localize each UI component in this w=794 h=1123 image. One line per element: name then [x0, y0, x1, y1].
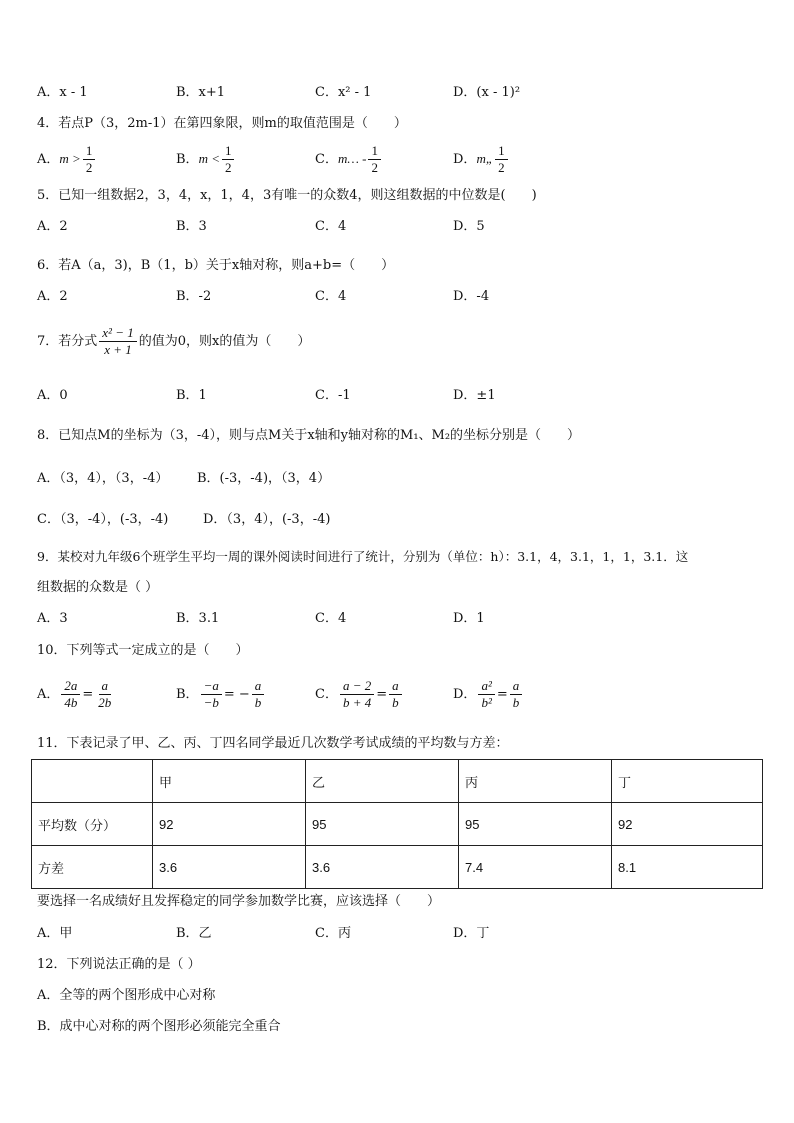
table-row [32, 846, 763, 889]
q12-option-b: B．成中心对称的两个图形必须能完全重合 [37, 1019, 281, 1034]
q9-stem-line1: 9．某校对九年级6个班学生平均一周的课外阅读时间进行了统计，分别为（单位：h）：3.1，4，3.1，1，1，3.1．这 [37, 549, 689, 564]
table-cell: 方差 [32, 846, 153, 889]
fraction: $\frac{\text{a²}}{\text{b²}}$ [478, 678, 494, 711]
q4-stem: 4．若点P（3，2m-1）在第四象限，则m的取值范围是（ ） [37, 116, 407, 131]
q7-option-d: D．±1 [453, 388, 496, 403]
table-cell: 92 [153, 803, 306, 846]
q4-option-b: B．m < $\frac{1}{2}$ [176, 143, 236, 176]
q6-option-d: D．-4 [453, 289, 490, 304]
table-cell: 95 [459, 803, 612, 846]
q9-option-b: B．3.1 [176, 611, 220, 626]
fraction: $\frac{-a}{-b}$ [201, 678, 222, 711]
fraction: $\frac{a}{b}$ [389, 678, 402, 711]
q7-option-c: C．-1 [315, 388, 351, 403]
q6-option-c: C．4 [315, 289, 347, 304]
q8-stem: 8．已知点M的坐标为（3，-4），则与点M关于x轴和y轴对称的M₁、M₂的坐标分别是（ ） [37, 428, 581, 443]
q10-stem: 10．下列等式一定成立的是（ ） [37, 643, 249, 658]
q8-option-c: C．（3，-4），(-3，-4) [37, 512, 169, 527]
q10-option-d: D． $\frac{\text{a²}}{\text{b²}}$ = $\frac{a}{b}$ [453, 678, 524, 711]
q5-option-c: C．4 [315, 219, 347, 234]
q11-option-d: D．丁 [453, 926, 490, 941]
fraction: $\frac{a - 2}{b + 4}$ [340, 678, 374, 711]
fraction: $\frac{a}{b}$ [510, 678, 523, 711]
table-row [32, 803, 763, 846]
q9-stem-line2: 组数据的众数是（ ） [37, 580, 159, 595]
q6-option-b: B．-2 [176, 289, 212, 304]
q7-stem: 7．若分式 $\frac{\text{x² − 1}}{x + 1}$ 的值为0，则x的值为（ ） [37, 325, 311, 357]
table-cell: 3.6 [306, 846, 459, 889]
q11-stem: 11．下表记录了甲、乙、丙、丁四名同学最近几次数学考试成绩的平均数与方差： [37, 736, 509, 751]
q4-option-d: D．m„ $\frac{1}{2}$ [453, 143, 510, 176]
q10-option-a: A． $\frac{2a}{4b}$ = $\frac{a}{2b}$ [37, 678, 116, 711]
q11-option-a: A．甲 [37, 926, 73, 941]
q5-option-d: D．5 [453, 219, 485, 234]
q7-option-a: A．0 [37, 388, 68, 403]
fraction: $\frac{1}{2}$ [495, 143, 508, 176]
table-header-cell: 甲 [153, 760, 306, 803]
q12-option-a: A．全等的两个图形成中心对称 [37, 988, 216, 1003]
q11-option-c: C．丙 [315, 926, 351, 941]
q11-question: 要选择一名成绩好且发挥稳定的同学参加数学比赛，应该选择（ ） [37, 894, 441, 909]
q8-option-a: A．（3，4），（3，-4） [37, 471, 169, 486]
table-cell: 95 [306, 803, 459, 846]
q3-option-b: B．x+1 [176, 85, 226, 100]
table-header-cell: 乙 [306, 760, 459, 803]
table-cell: 8.1 [612, 846, 763, 889]
q3-option-d: D．(x - 1)² [453, 85, 521, 100]
scores-table [31, 759, 763, 886]
fraction: $\frac{2a}{4b}$ [61, 678, 80, 711]
q3-option-c: C．x² - 1 [315, 85, 372, 100]
table-cell: 92 [612, 803, 763, 846]
fraction: $\frac{\text{x² − 1}}{x + 1}$ [99, 325, 136, 358]
fraction: $\frac{a}{b}$ [252, 678, 265, 711]
q5-stem: 5．已知一组数据2，3，4，x，1，4，3有唯一的众数4，则这组数据的中位数是( ) [37, 188, 537, 203]
q7-option-b: B．1 [176, 388, 207, 403]
fraction: $\frac{1}{2}$ [368, 143, 381, 176]
table-cell: 平均数（分） [32, 803, 153, 846]
q4-option-a: A．m > $\frac{1}{2}$ [37, 143, 97, 176]
q9-option-c: C．4 [315, 611, 347, 626]
table-cell: 7.4 [459, 846, 612, 889]
fraction: $\frac{a}{2b}$ [98, 678, 112, 710]
q11-option-b: B．乙 [176, 926, 212, 941]
table-header-cell: 丙 [459, 760, 612, 803]
table-header-row [32, 760, 763, 803]
q10-option-c: C． $\frac{a - 2}{b + 4}$ = $\frac{a}{b}$ [315, 678, 404, 711]
q9-option-a: A．3 [37, 611, 68, 626]
fraction: $\frac{1}{2}$ [83, 143, 96, 176]
fraction: $\frac{1}{2}$ [222, 143, 235, 176]
q6-stem: 6．若A（a，3)，B（1，b）关于x轴对称，则a+b=（ ） [37, 258, 395, 273]
q6-option-a: A．2 [37, 289, 68, 304]
table-header-cell [32, 760, 153, 803]
q8-option-b: B．(-3，-4)，（3，4） [197, 471, 331, 486]
q9-option-d: D．1 [453, 611, 485, 626]
q5-option-b: B．3 [176, 219, 207, 234]
table-header-cell: 丁 [612, 760, 763, 803]
q5-option-a: A．2 [37, 219, 68, 234]
q4-option-c: C．m… - $\frac{1}{2}$ [315, 143, 383, 176]
q12-stem: 12．下列说法正确的是（ ） [37, 957, 201, 972]
q8-option-d: D．（3，4），(-3，-4) [203, 512, 331, 527]
table-cell: 3.6 [153, 846, 306, 889]
q3-option-a: A．x - 1 [37, 85, 88, 100]
q10-option-b: B． $\frac{-a}{-b}$ = − $\frac{a}{b}$ [176, 678, 266, 711]
